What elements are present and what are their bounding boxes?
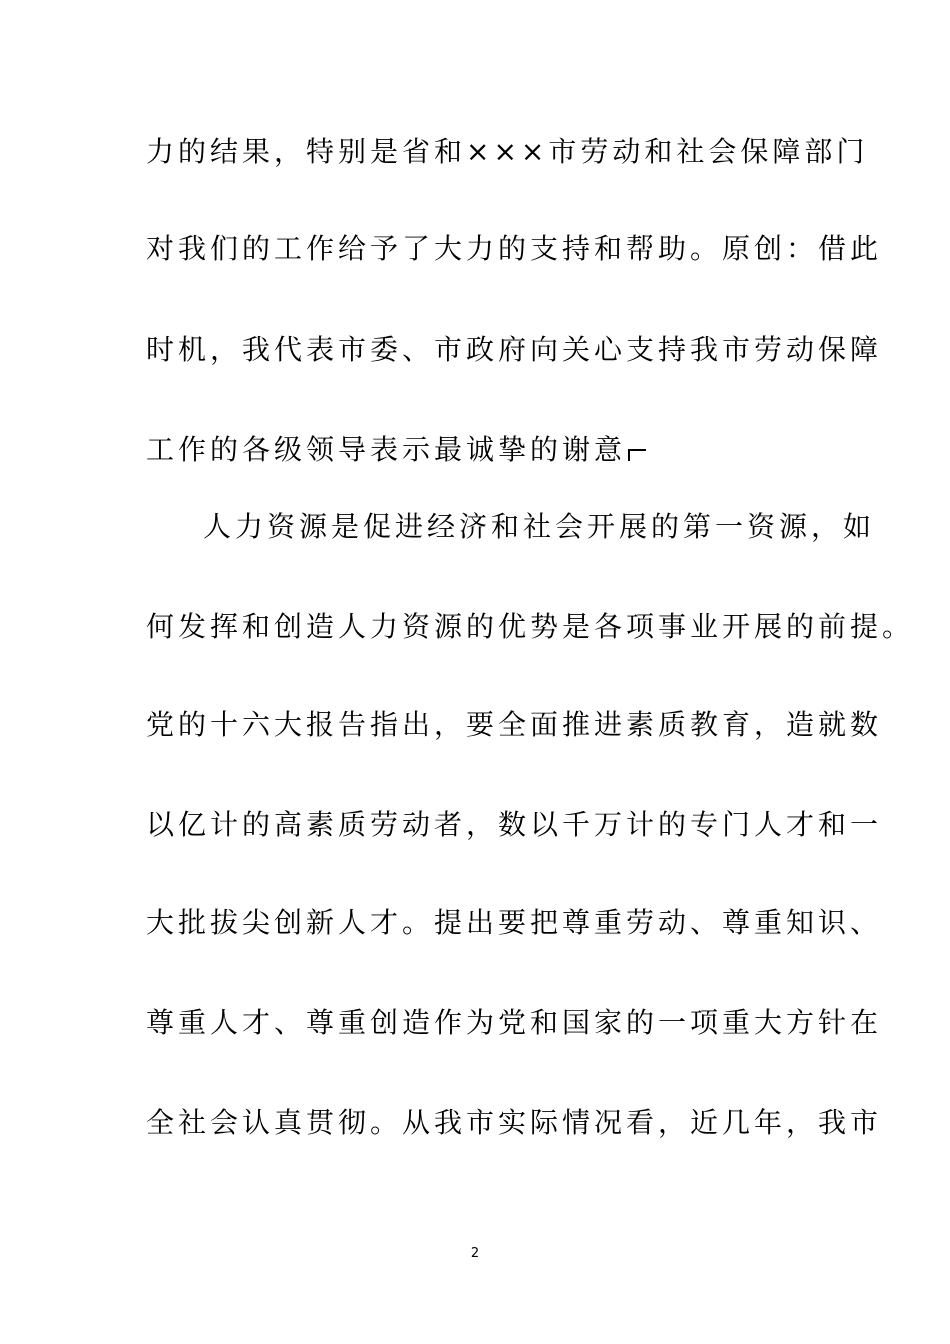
text-line-9: 大批拔尖创新人才。提出要把尊重劳动、尊重知识、 [146, 906, 883, 939]
text-line-4-content: 工作的各级领导表示最诚挚的谢意 [146, 433, 627, 466]
text-line-11: 全社会认真贯彻。从我市实际情况看，近几年，我市 [146, 1106, 883, 1139]
text-line-8: 以亿计的高素质劳动者，数以千万计的专门人才和一 [146, 808, 883, 841]
text-line-4 [146, 425, 846, 475]
text-line-7: 党的十六大报告指出，要全面推进素质教育，造就数 [146, 708, 883, 741]
text-line-3: 时机，我代表市委、市政府向关心支持我市劳动保障 [146, 333, 883, 366]
text-line-2: 对我们的工作给予了大力的支持和帮助。原创：借此 [146, 232, 883, 265]
text-line-10: 尊重人才、尊重创造作为党和国家的一项重大方针在 [146, 1006, 883, 1039]
page-number: 2 [470, 1246, 480, 1261]
text-line-6: 何发挥和创造人力资源的优势是各项事业开展的前提。 [146, 610, 915, 643]
paragraph-end-mark [628, 449, 646, 461]
text-line-1: 力的结果，特别是省和×××市劳动和社会保障部门 [146, 135, 869, 168]
text-line-5: 人力资源是促进经济和社会开展的第一资源，如 [203, 510, 876, 543]
